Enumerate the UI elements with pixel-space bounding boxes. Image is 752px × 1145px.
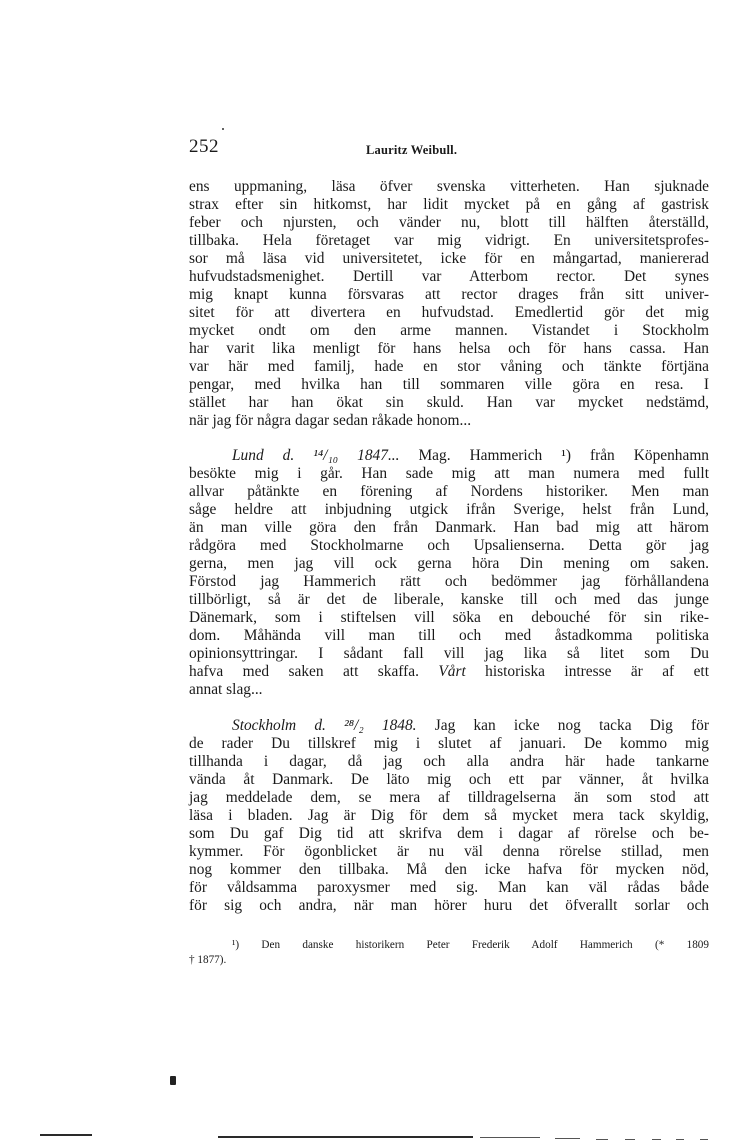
text-line: vända åt Danmark. De läto mig och ett par vänner, åt hvilka — [189, 771, 709, 788]
scan-edge-dash — [480, 1137, 540, 1138]
running-head: Lauritz Weibull. — [366, 143, 458, 157]
text-line: Förstod jag Hammerich rätt och bedömmer jag förhållandena — [189, 573, 709, 590]
text-line: Dänemark, som i stiftelsen vill söka en debouché för sin rike- — [189, 609, 709, 626]
text-line: rådgöra med Stockholmarne och Upsalienserna. Detta gör jag — [189, 537, 709, 554]
scan-edge-dash — [625, 1139, 635, 1140]
text-line: ens uppmaning, läsa öfver svenska vitterheten. Han sjuknade — [189, 178, 709, 195]
text-line: var här med familj, hade en stor våning och tänkte förtjäna — [189, 358, 709, 375]
letter-opening-line — [232, 447, 709, 464]
text-line: sor må läsa vid universitetet, icke för en mångartad, maniererad — [189, 250, 709, 267]
scan-edge-rule — [218, 1136, 473, 1138]
letter-opening-line — [232, 717, 709, 734]
footnote-line: ¹) Den danske historikern Peter Frederik Adolf Hammerich (* 1809 — [232, 939, 709, 951]
text-line: för våldsamma paroxysmer med sig. Man kan väl rådas både — [189, 879, 709, 896]
text-line: mycket ondt om den arme mannen. Vistandet i Stockholm — [189, 322, 709, 339]
footnote-line: † 1877). — [189, 954, 227, 966]
italic-word: Vårt — [438, 663, 466, 680]
text-line: tillhanda i dagar, då jag och alla andra här hade tankarne — [189, 753, 709, 770]
text-line: som Du gaf Dig tid att skrifva dem i dagar af rörelse och be- — [189, 825, 709, 842]
page-number: 252 — [189, 136, 219, 157]
text-line: dom. Måhända vill man till och med åstadkomma politiska — [189, 627, 709, 644]
scan-edge-dash — [652, 1139, 661, 1140]
scan-edge-dash — [596, 1139, 608, 1140]
scan-edge-dash — [676, 1139, 684, 1140]
dateline: Stockholm d. ²⁸/₂ 1848. — [232, 717, 417, 734]
text-line: än man ville göra den från Danmark. Han bad mig att härom — [189, 519, 709, 536]
text-line: har varit lika menligt för hans helsa och för hans cassa. Han — [189, 340, 709, 357]
text-line: gerna, men jag vill ock gerna höra Din mening om saken. — [189, 555, 709, 572]
text-line: besökte mig i går. Han sade mig att man numera med fullt — [189, 465, 709, 482]
text-line: hufvudstadsmenighet. Dertill var Atterbom rector. Det synes — [189, 268, 709, 285]
scan-edge-dash — [700, 1139, 708, 1140]
text-line: för sig och andra, när man hörer huru det öfverallt sorlar och — [189, 897, 709, 914]
text-line: stället har han ökat sin skuld. Han var mycket nedstämd, — [189, 394, 709, 411]
text-line: annat slag... — [189, 681, 263, 698]
text-span: hafva med saken att skaffa. — [189, 663, 419, 680]
text-line: när jag för några dagar sedan råkade honom... — [189, 412, 472, 429]
text-line: sitet för att divertera en hufvudstad. Emedlertid gör det mig — [189, 304, 709, 321]
text-line: nog kommer den tillbaka. Må den icke hafva för mycken nöd, — [189, 861, 709, 878]
text-line — [189, 663, 709, 680]
text-line: allvar påtänkte en förening af Nordens historiker. Men man — [189, 483, 709, 500]
scan-edge-dash — [555, 1138, 580, 1139]
text-line: strax efter sin hitkomst, har lidit mycket på en gång af gastrisk — [189, 196, 709, 213]
text-line: såge heldre att inbjudning utgick ifrån Sverige, helst från Lund, — [189, 501, 709, 518]
text-line: tillbaka. Hela företaget var mig vidrigt. En universitetsprofes- — [189, 232, 709, 249]
text-line: tillbörligt, så är det de liberale, kanske till och med das junge — [189, 591, 709, 608]
print-speck — [222, 128, 224, 130]
text-line: läsa i bladen. Jag är Dig för dem så mycket mera tack skyldig, — [189, 807, 709, 824]
text-line: jag meddelade dem, se mera af tilldragelserna än som stod att — [189, 789, 709, 806]
text-line: mig knapt kunna försvaras att rector drages från sitt univer- — [189, 286, 709, 303]
text-line: pengar, med hvilka han till sommaren ville göra en resa. I — [189, 376, 709, 393]
text-line: opinionsyttringar. I sådant fall vill jag lika så litet som Du — [189, 645, 709, 662]
text-span: Jag kan icke nog tacka Dig för — [434, 717, 709, 734]
text-span: Mag. Hammerich ¹) från Köpenhamn — [418, 447, 709, 464]
text-span: historiska intresse är af ett — [485, 663, 709, 680]
scan-edge-rule — [40, 1134, 92, 1136]
text-line: de rader Du tillskref mig i slutet af januari. De kommo mig — [189, 735, 709, 752]
text-line: feber och njursten, och vänder nu, blott till hälften återställd, — [189, 214, 709, 231]
ink-smudge — [170, 1076, 176, 1085]
text-line: kymmer. För ögonblicket är nu väl denna rörelse stillad, men — [189, 843, 709, 860]
dateline: Lund d. ¹⁴/₁₀ 1847... — [232, 447, 400, 464]
